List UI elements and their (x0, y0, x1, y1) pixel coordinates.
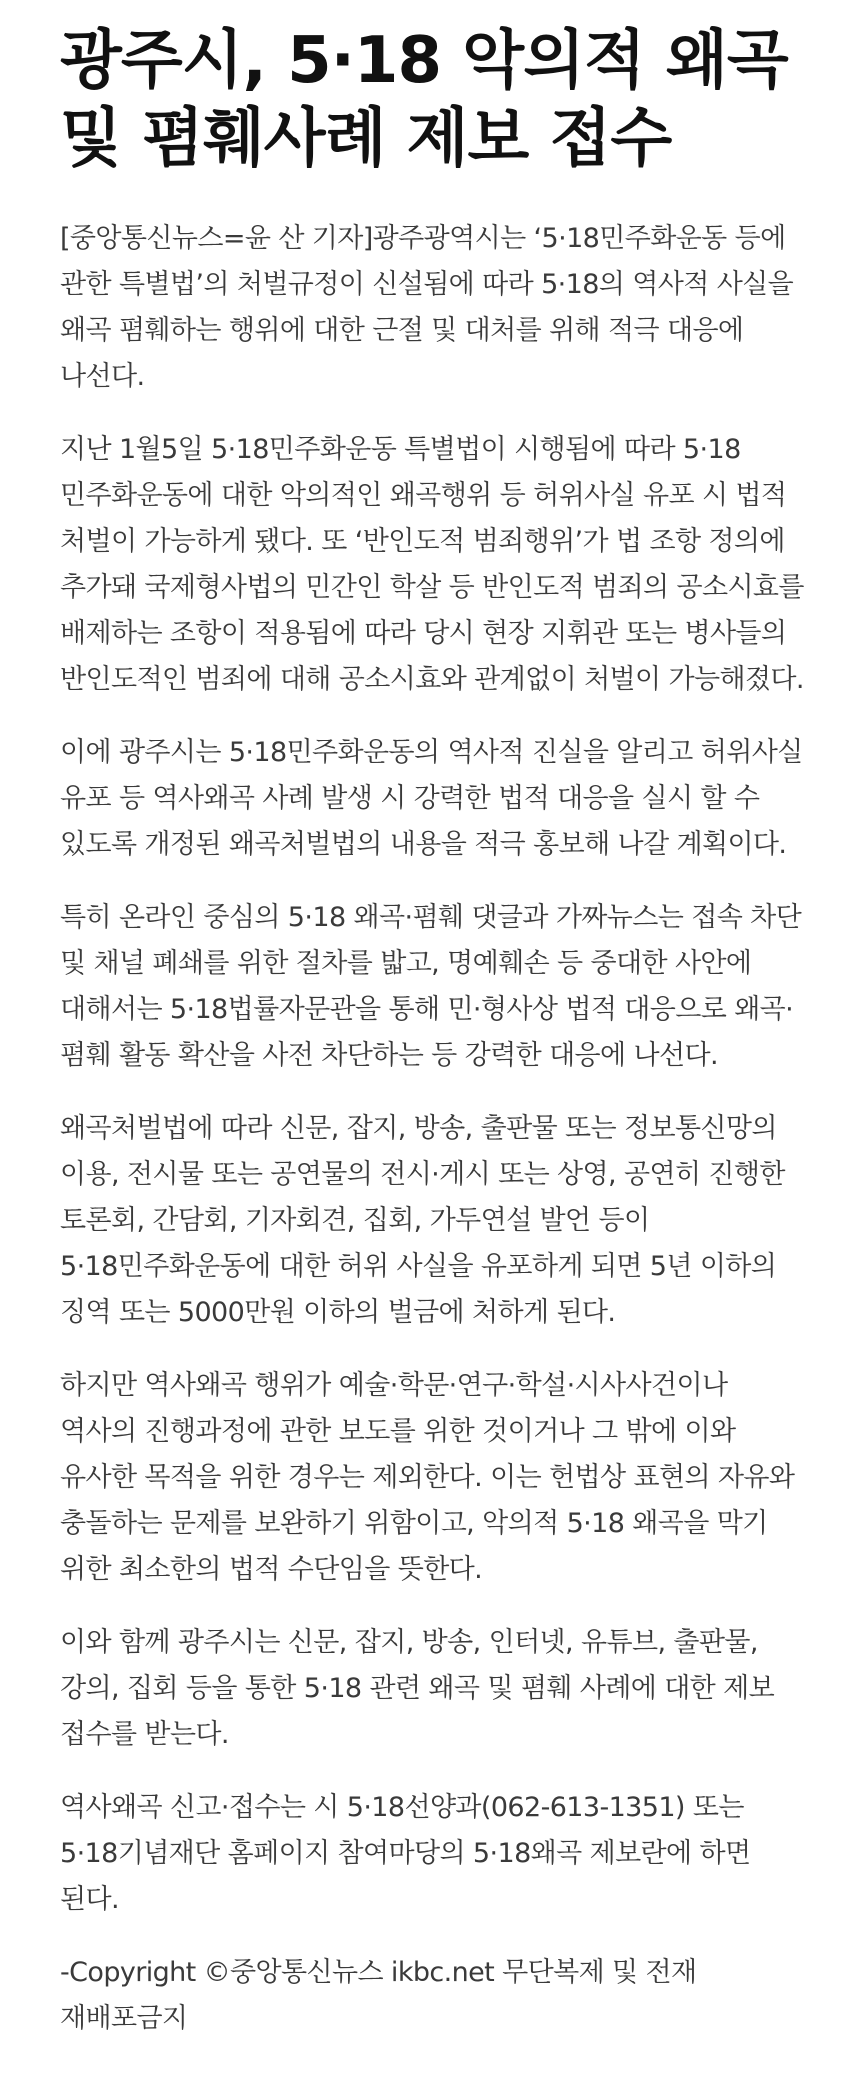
article-paragraph: 이에 광주시는 5·18민주화운동의 역사적 진실을 알리고 허위사실 유포 등 역사왜곡 사례 발생 시 강력한 법적 대응을 실시 할 수 있도록 개정된 왜곡처벌법의 내용을 적극 홍보해 나갈 계획이다. (60, 737, 803, 860)
article-headline: 광주시, 5·18 악의적 왜곡 및 폄훼사례 제보 접수 (60, 24, 788, 176)
copyright-notice: -Copyright ©중앙통신뉴스 ikbc.net 무단복제 및 전재 재배포금지 (60, 1957, 697, 2034)
article-paragraph: 역사왜곡 신고·접수는 시 5·18선양과(062-613-1351) 또는 5·18기념재단 홈페이지 참여마당의 5·18왜곡 제보란에 하면 된다. (60, 1792, 751, 1915)
article-body (60, 216, 808, 1923)
article-paragraph: 특히 온라인 중심의 5·18 왜곡·폄훼 댓글과 가짜뉴스는 접속 차단 및 채널 폐쇄를 위한 절차를 밟고, 명예훼손 등 중대한 사안에 대해서는 5·18법률자문관을 통해 민·형사상 법적 대응으로 왜곡·폄훼 활동 확산을 사전 차단하는 등 강력한 대응에 나선다. (60, 902, 802, 1071)
article-paragraph: 지난 1월5일 5·18민주화운동 특별법이 시행됨에 따라 5·18 민주화운동에 대한 악의적인 왜곡행위 등 허위사실 유포 시 법적 처벌이 가능하게 됐다. 또 ‘반인도적 범죄행위’가 법 조항 정의에 추가돼 국제형사법의 민간인 학살 등 반인도적 범죄의 공소시효를 배제하는 조항이 적용됨에 따라 당시 현장 지휘관 또는 병사들의 반인도적인 범죄에 대해 공소시효와 관계없이 처벌이 가능해졌다. (60, 434, 804, 695)
article-paragraph: 왜곡처벌법에 따라 신문, 잡지, 방송, 출판물 또는 정보통신망의 이용, 전시물 또는 공연물의 전시·게시 또는 상영, 공연히 진행한 토론회, 간담회, 기자회견, 집회, 가두연설 발언 등이 5·18민주화운동에 대한 허위 사실을 유포하게 되면 5년 이하의 징역 또는 5000만원 이하의 벌금에 처하게 된다. (60, 1113, 785, 1328)
article-paragraph: 하지만 역사왜곡 행위가 예술·학문·연구·학설·시사사건이나 역사의 진행과정에 관한 보도를 위한 것이거나 그 밖에 이와 유사한 목적을 위한 경우는 제외한다. 이는 헌법상 표현의 자유와 충돌하는 문제를 보완하기 위함이고, 악의적 5·18 왜곡을 막기 위한 최소한의 법적 수단임을 뜻한다. (60, 1370, 795, 1585)
article-paragraph: 이와 함께 광주시는 신문, 잡지, 방송, 인터넷, 유튜브, 출판물, 강의, 집회 등을 통한 5·18 관련 왜곡 및 폄훼 사례에 대한 제보 접수를 받는다. (60, 1627, 775, 1750)
article-paragraph: [중앙통신뉴스=윤 산 기자]광주광역시는 ‘5·18민주화운동 등에 관한 특별법’의 처벌규정이 신설됨에 따라 5·18의 역사적 사실을 왜곡 폄훼하는 행위에 대한 근절 및 대처를 위해 적극 대응에 나선다. (60, 223, 794, 392)
